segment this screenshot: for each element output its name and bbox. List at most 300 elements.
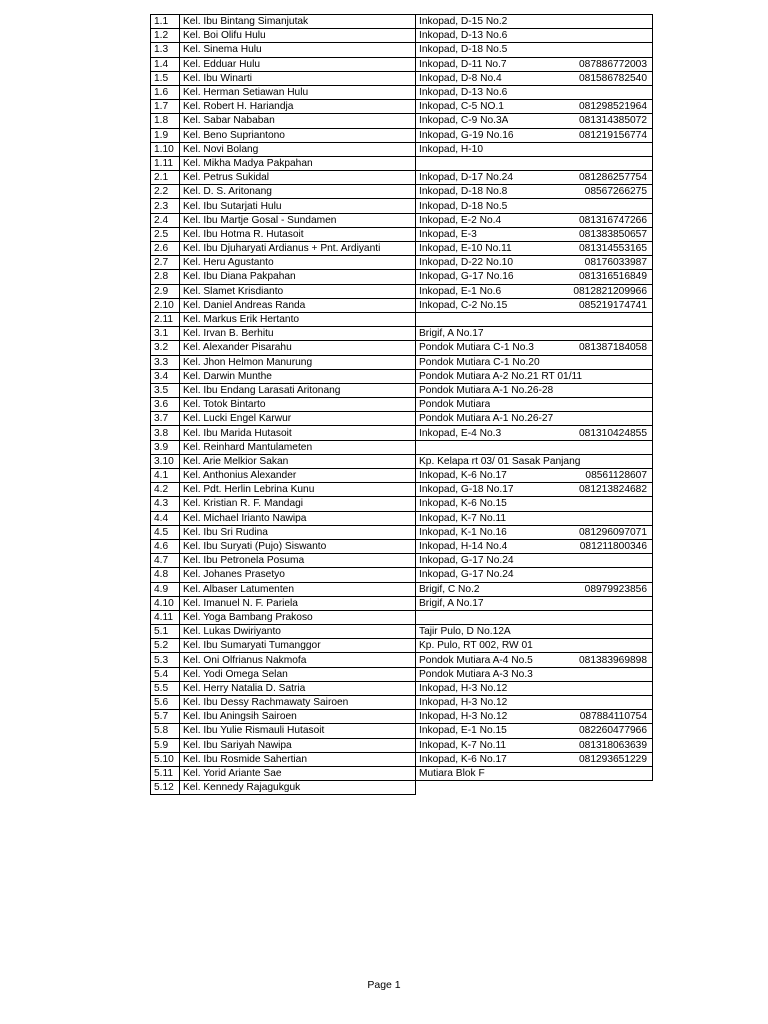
row-number-cell: 5.2 (151, 639, 180, 653)
address-text: Brigif, A No.17 (419, 597, 484, 609)
address-cell (416, 171, 653, 185)
address-cell (416, 667, 653, 681)
phone-number: 08176033987 (584, 257, 647, 269)
address-text: Inkopad, C-5 NO.1 (419, 101, 504, 113)
row-number-cell: 5.3 (151, 653, 180, 667)
address-content (419, 129, 649, 142)
table-row (151, 724, 653, 738)
phone-number: 082260477966 (579, 725, 647, 737)
table-row (151, 525, 653, 539)
row-number-cell: 1.1 (151, 15, 180, 29)
address-content (419, 540, 649, 553)
address-content (419, 15, 649, 28)
address-content (419, 412, 649, 425)
table-row (151, 85, 653, 99)
family-name-cell: Kel. Beno Supriantono (180, 128, 416, 142)
row-number-cell: 2.1 (151, 171, 180, 185)
address-text: Inkopad, D-8 No.4 (419, 72, 502, 84)
table-row (151, 568, 653, 582)
table-row (151, 610, 653, 624)
row-number-cell: 4.3 (151, 497, 180, 511)
address-cell (416, 227, 653, 241)
address-text: Inkopad, H-3 No.12 (419, 682, 508, 694)
address-content (419, 356, 649, 369)
table-row (151, 440, 653, 454)
family-name-cell: Kel. Ibu Yulie Rismauli Hutasoit (180, 724, 416, 738)
table-row (151, 312, 653, 326)
address-cell (416, 766, 653, 780)
address-content (419, 72, 649, 85)
address-content (419, 228, 649, 241)
phone-number: 081318063639 (579, 739, 647, 751)
family-name-cell: Kel. Ibu Sariyah Nawipa (180, 738, 416, 752)
row-number-cell: 5.4 (151, 667, 180, 681)
address-text: Inkopad, D-18 No.8 (419, 186, 508, 198)
phone-number: 087886772003 (579, 58, 647, 70)
address-cell (416, 327, 653, 341)
address-cell (416, 469, 653, 483)
address-cell (416, 213, 653, 227)
family-name-cell: Kel. Slamet Krisdianto (180, 284, 416, 298)
address-text: Inkopad, H-10 (419, 143, 483, 155)
phone-number: 081310424855 (579, 427, 647, 439)
address-content (419, 270, 649, 283)
address-text: Pondok Mutiara (419, 399, 491, 411)
phone-number: 081383969898 (579, 654, 647, 666)
table-row (151, 128, 653, 142)
family-name-cell: Kel. Michael Irianto Nawipa (180, 511, 416, 525)
phone-number: 085219174741 (579, 299, 647, 311)
address-content (419, 185, 649, 198)
address-text: Inkopad, G-17 No.16 (419, 271, 514, 283)
table-row (151, 71, 653, 85)
address-cell (416, 752, 653, 766)
address-text: Inkopad, K-6 No.17 (419, 753, 507, 765)
address-cell (416, 738, 653, 752)
phone-number: 081314553165 (579, 243, 647, 255)
address-cell (416, 114, 653, 128)
family-name-cell: Kel. Yodi Omega Selan (180, 667, 416, 681)
address-content (419, 497, 649, 510)
address-cell (416, 100, 653, 114)
row-number-cell: 1.9 (151, 128, 180, 142)
row-number-cell: 1.3 (151, 43, 180, 57)
family-name-cell: Kel. Ibu Petronela Posuma (180, 554, 416, 568)
table-row (151, 199, 653, 213)
address-cell (416, 270, 653, 284)
address-cell (416, 142, 653, 156)
table-row (151, 398, 653, 412)
row-number-cell: 2.9 (151, 284, 180, 298)
row-number-cell: 3.4 (151, 369, 180, 383)
address-content (419, 171, 649, 184)
row-number-cell: 4.10 (151, 596, 180, 610)
address-content (419, 384, 649, 397)
family-name-cell: Kel. Markus Erik Hertanto (180, 312, 416, 326)
table-row (151, 426, 653, 440)
address-cell (416, 440, 653, 454)
family-name-cell: Kel. Petrus Sukidal (180, 171, 416, 185)
family-name-cell: Kel. Kristian R. F. Mandagi (180, 497, 416, 511)
row-number-cell: 4.7 (151, 554, 180, 568)
address-cell (416, 696, 653, 710)
address-text: Inkopad, C-2 No.15 (419, 299, 508, 311)
address-cell (416, 483, 653, 497)
row-number-cell: 2.6 (151, 242, 180, 256)
row-number-cell: 1.6 (151, 85, 180, 99)
address-content (419, 214, 649, 227)
address-content (419, 341, 649, 354)
table-row (151, 213, 653, 227)
address-content (419, 568, 649, 581)
row-number-cell: 3.10 (151, 454, 180, 468)
address-content (419, 242, 649, 255)
row-number-cell: 2.11 (151, 312, 180, 326)
family-name-cell: Kel. Herry Natalia D. Satria (180, 681, 416, 695)
family-name-cell: Kel. Irvan B. Berhitu (180, 327, 416, 341)
row-number-cell: 5.8 (151, 724, 180, 738)
address-text: Inkopad, H-3 No.12 (419, 697, 508, 709)
row-number-cell: 5.10 (151, 752, 180, 766)
family-name-cell: Kel. D. S. Aritonang (180, 185, 416, 199)
phone-number: 081383850657 (579, 228, 647, 240)
table-row (151, 156, 653, 170)
row-number-cell: 4.5 (151, 525, 180, 539)
row-number-cell: 1.4 (151, 57, 180, 71)
table-row (151, 781, 653, 795)
address-text: Inkopad, K-6 No.17 (419, 470, 507, 482)
address-text: Inkopad, E-10 No.11 (419, 243, 512, 255)
table-row (151, 171, 653, 185)
table-row (151, 341, 653, 355)
row-number-cell: 3.8 (151, 426, 180, 440)
address-content (419, 512, 649, 525)
family-name-cell: Kel. Imanuel N. F. Pariela (180, 596, 416, 610)
address-cell (416, 710, 653, 724)
table-row (151, 185, 653, 199)
table-row (151, 57, 653, 71)
address-text: Inkopad, C-9 No.3A (419, 115, 509, 127)
address-cell (416, 29, 653, 43)
table-row (151, 582, 653, 596)
address-content (419, 710, 649, 723)
address-content (419, 256, 649, 269)
family-address-table (150, 14, 653, 795)
phone-number: 081213824682 (579, 484, 647, 496)
address-text: Inkopad, E-1 No.6 (419, 285, 502, 297)
row-number-cell: 5.7 (151, 710, 180, 724)
address-cell (416, 539, 653, 553)
family-name-cell: Kel. Yorid Ariante Sae (180, 766, 416, 780)
row-number-cell: 1.2 (151, 29, 180, 43)
family-name-cell: Kel. Alexander Pisarahu (180, 341, 416, 355)
family-name-cell: Kel. Mikha Madya Pakpahan (180, 156, 416, 170)
family-name-cell: Kel. Sinema Hulu (180, 43, 416, 57)
table-row (151, 142, 653, 156)
address-content (419, 625, 649, 638)
page-number-footer: Page 1 (367, 979, 401, 991)
address-text: Inkopad, K-1 No.16 (419, 526, 507, 538)
table-row (151, 412, 653, 426)
address-cell (416, 369, 653, 383)
table-row (151, 242, 653, 256)
address-content (419, 455, 649, 468)
table-body (151, 15, 653, 795)
family-name-cell: Kel. Ibu Martje Gosal - Sundamen (180, 213, 416, 227)
family-name-cell: Kel. Ibu Sutarjati Hulu (180, 199, 416, 213)
address-text: Inkopad, G-18 No.17 (419, 484, 514, 496)
address-cell (416, 284, 653, 298)
table-row (151, 114, 653, 128)
address-cell (416, 355, 653, 369)
address-content (419, 86, 649, 99)
row-number-cell: 4.11 (151, 610, 180, 624)
address-cell (416, 625, 653, 639)
address-cell (416, 511, 653, 525)
family-name-cell: Kel. Ibu Winarti (180, 71, 416, 85)
phone-number: 081296097071 (579, 526, 647, 538)
address-cell (416, 554, 653, 568)
address-content (419, 682, 649, 695)
table-row (151, 454, 653, 468)
table-row (151, 554, 653, 568)
address-content (419, 143, 649, 156)
row-number-cell: 1.7 (151, 100, 180, 114)
row-number-cell: 4.1 (151, 469, 180, 483)
address-cell (416, 568, 653, 582)
family-name-cell: Kel. Robert H. Hariandja (180, 100, 416, 114)
family-name-cell: Kel. Yoga Bambang Prakoso (180, 610, 416, 624)
family-name-cell: Kel. Edduar Hulu (180, 57, 416, 71)
family-name-cell: Kel. Lucki Engel Karwur (180, 412, 416, 426)
phone-number: 081211800346 (579, 541, 647, 553)
address-text: Inkopad, G-17 No.24 (419, 569, 514, 581)
address-cell (416, 242, 653, 256)
table-row (151, 738, 653, 752)
address-text: Inkopad, K-7 No.11 (419, 739, 507, 751)
table-row (151, 596, 653, 610)
family-name-cell: Kel. Kennedy Rajagukguk (180, 781, 416, 795)
address-content (419, 200, 649, 213)
row-number-cell: 3.1 (151, 327, 180, 341)
address-text: Inkopad, H-3 No.12 (419, 711, 508, 723)
family-name-cell: Kel. Lukas Dwiriyanto (180, 625, 416, 639)
address-cell (416, 298, 653, 312)
address-cell (416, 610, 653, 624)
row-number-cell: 3.7 (151, 412, 180, 426)
address-text: Mutiara Blok F (419, 768, 485, 780)
family-name-cell: Kel. Ibu Sumaryati Tumanggor (180, 639, 416, 653)
phone-number: 081219156774 (579, 129, 647, 141)
phone-number: 08561128607 (585, 470, 647, 482)
phone-number: 081387184058 (579, 342, 647, 354)
family-name-cell: Kel. Arie Melkior Sakan (180, 454, 416, 468)
table-row (151, 752, 653, 766)
phone-number: 081298521964 (579, 101, 647, 113)
table-row (151, 696, 653, 710)
address-cell (416, 398, 653, 412)
address-text: Inkopad, E-3 (419, 228, 477, 240)
address-content (419, 597, 649, 610)
family-name-cell: Kel. Ibu Rosmide Sahertian (180, 752, 416, 766)
address-content (419, 43, 649, 56)
address-content (419, 58, 649, 71)
row-number-cell: 2.5 (151, 227, 180, 241)
row-number-cell: 2.10 (151, 298, 180, 312)
table-row (151, 667, 653, 681)
address-text: Pondok Mutiara A-2 No.21 RT 01/11 (419, 370, 583, 382)
table-row (151, 369, 653, 383)
address-cell (416, 85, 653, 99)
row-number-cell: 2.2 (151, 185, 180, 199)
address-text: Pondok Mutiara A-4 No.5 (419, 654, 533, 666)
address-cell (416, 43, 653, 57)
address-cell (416, 426, 653, 440)
row-number-cell: 5.1 (151, 625, 180, 639)
address-cell (416, 596, 653, 610)
phone-number: 087884110754 (579, 711, 647, 723)
table-row (151, 256, 653, 270)
table-row (151, 15, 653, 29)
family-name-cell: Kel. Ibu Djuharyati Ardianus + Pnt. Ardiyanti (180, 242, 416, 256)
table-row (151, 469, 653, 483)
address-cell (416, 71, 653, 85)
family-name-cell: Kel. Ibu Marida Hutasoit (180, 426, 416, 440)
table-row (151, 766, 653, 780)
row-number-cell: 4.2 (151, 483, 180, 497)
address-text: Kp. Pulo, RT 002, RW 01 (419, 640, 533, 652)
address-text: Inkopad, D-17 No.24 (419, 172, 514, 184)
row-number-cell: 2.7 (151, 256, 180, 270)
address-text: Inkopad, E-1 No.15 (419, 725, 507, 737)
row-number-cell: 4.6 (151, 539, 180, 553)
table-row (151, 483, 653, 497)
address-content (419, 654, 649, 667)
table-row (151, 710, 653, 724)
row-number-cell: 5.5 (151, 681, 180, 695)
address-content (419, 299, 649, 312)
table-row (151, 43, 653, 57)
family-name-cell: Kel. Anthonius Alexander (180, 469, 416, 483)
address-content (419, 753, 649, 766)
address-content (419, 767, 649, 780)
address-content (419, 739, 649, 752)
address-cell (416, 312, 653, 326)
address-text: Inkopad, E-4 No.3 (419, 427, 502, 439)
address-text: Tajir Pulo, D No.12A (419, 626, 511, 638)
table-row (151, 625, 653, 639)
address-cell (416, 341, 653, 355)
address-cell (416, 185, 653, 199)
family-name-cell: Kel. Sabar Nababan (180, 114, 416, 128)
family-name-cell: Kel. Ibu Hotma R. Hutasoit (180, 227, 416, 241)
row-number-cell: 5.11 (151, 766, 180, 780)
row-number-cell: 3.6 (151, 398, 180, 412)
address-text: Kp. Kelapa rt 03/ 01 Sasak Panjang (419, 455, 581, 467)
family-name-cell: Kel. Johanes Prasetyo (180, 568, 416, 582)
row-number-cell: 2.8 (151, 270, 180, 284)
family-name-cell: Kel. Albaser Latumenten (180, 582, 416, 596)
address-text: Pondok Mutiara C-1 No.20 (419, 356, 540, 368)
address-text: Inkopad, D-15 No.2 (419, 16, 508, 28)
row-number-cell: 2.4 (151, 213, 180, 227)
family-name-cell: Kel. Heru Agustanto (180, 256, 416, 270)
row-number-cell: 1.10 (151, 142, 180, 156)
address-cell (416, 497, 653, 511)
table-row (151, 355, 653, 369)
family-name-cell: Kel. Ibu Dessy Rachmawaty Sairoen (180, 696, 416, 710)
family-name-cell: Kel. Daniel Andreas Randa (180, 298, 416, 312)
address-cell (416, 256, 653, 270)
family-name-cell: Kel. Herman Setiawan Hulu (180, 85, 416, 99)
address-cell (416, 681, 653, 695)
address-text: Pondok Mutiara A-1 No.26-27 (419, 413, 554, 425)
table-row (151, 270, 653, 284)
family-name-cell: Kel. Oni Olfrianus Nakmofa (180, 653, 416, 667)
address-text: Pondok Mutiara A-3 No.3 (419, 668, 533, 680)
address-content (419, 398, 649, 411)
table-row (151, 639, 653, 653)
row-number-cell: 1.5 (151, 71, 180, 85)
table-row (151, 497, 653, 511)
row-number-cell: 5.12 (151, 781, 180, 795)
table-row (151, 100, 653, 114)
row-number-cell: 4.8 (151, 568, 180, 582)
address-content (419, 327, 649, 340)
row-number-cell: 1.8 (151, 114, 180, 128)
address-content (419, 427, 649, 440)
address-text: Inkopad, D-22 No.10 (419, 257, 514, 269)
address-cell (416, 454, 653, 468)
address-text: Brigif, A No.17 (419, 328, 484, 340)
address-text: Inkopad, G-17 No.24 (419, 555, 514, 567)
row-number-cell: 2.3 (151, 199, 180, 213)
phone-number: 08567266275 (584, 186, 647, 198)
address-cell (416, 653, 653, 667)
address-text: Inkopad, D-13 No.6 (419, 87, 508, 99)
phone-number: 0812821209966 (573, 285, 647, 297)
table-row (151, 327, 653, 341)
address-content (419, 29, 649, 42)
row-number-cell: 4.9 (151, 582, 180, 596)
address-cell (416, 383, 653, 397)
address-text: Inkopad, D-18 No.5 (419, 44, 508, 56)
table-row (151, 681, 653, 695)
phone-number: 081314385072 (579, 115, 647, 127)
address-text: Pondok Mutiara A-1 No.26-28 (419, 384, 554, 396)
address-cell (416, 412, 653, 426)
family-name-cell: Kel. Ibu Sri Rudina (180, 525, 416, 539)
address-cell (416, 724, 653, 738)
address-content (419, 469, 649, 482)
row-number-cell: 3.2 (151, 341, 180, 355)
phone-number: 081586782540 (579, 72, 647, 84)
row-number-cell: 3.3 (151, 355, 180, 369)
family-name-cell: Kel. Jhon Helmon Manurung (180, 355, 416, 369)
address-text: Inkopad, D-13 No.6 (419, 30, 508, 42)
family-name-cell: Kel. Boi Olifu Hulu (180, 29, 416, 43)
phone-number: 08979923856 (584, 583, 647, 595)
row-number-cell: 1.11 (151, 156, 180, 170)
address-cell (416, 128, 653, 142)
address-text: Inkopad, H-14 No.4 (419, 541, 508, 553)
table-row (151, 539, 653, 553)
table-row (151, 298, 653, 312)
family-name-cell: Kel. Ibu Endang Larasati Aritonang (180, 383, 416, 397)
family-name-cell: Kel. Darwin Munthe (180, 369, 416, 383)
address-content (419, 483, 649, 496)
row-number-cell: 3.9 (151, 440, 180, 454)
